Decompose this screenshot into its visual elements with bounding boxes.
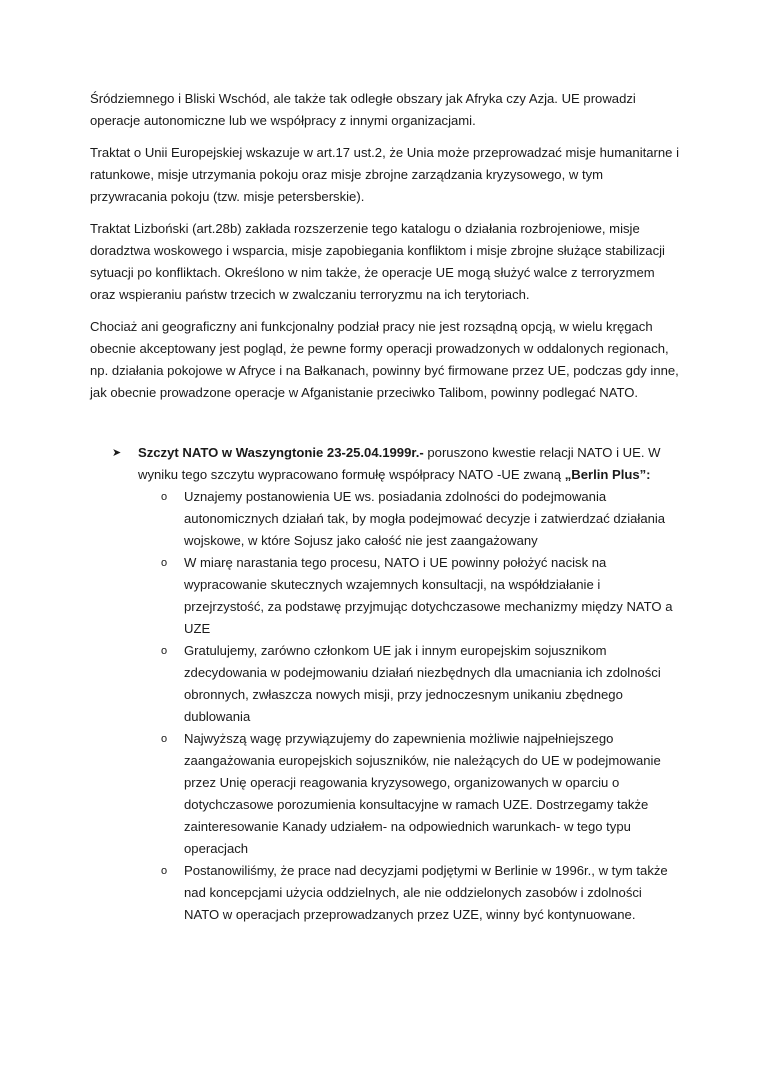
circle-bullet-icon: o <box>161 865 168 877</box>
paragraph: Traktat o Unii Europejskiej wskazuje w art.17 ust.2, że Unia może przeprowadzać misje humanitarne i ratunkowe, misje utrzymania pokoju oraz misje zbrojne zarządzania kryzysowego, w tym przywracania pokoju (tzw. misje petersberskie). <box>90 145 679 204</box>
list-item-text: Uznajemy postanowienia UE ws. posiadania zdolności do podejmowania autonomicznych działań tak, by mogła podejmować decyzje i zatwierdzać działania wojskowe, w które Sojusz jako całość nie jest zaangażowany <box>184 489 666 548</box>
paragraph: Traktat Lizboński (art.28b) zakłada rozszerzenie tego katalogu o działania rozbrojeniowe, misje doradztwa woskowego i wsparcia, misje zapobiegania konfliktom i misje zbrojne służące stabilizacji sytuacji po konfliktach. Określono w nim także, że operacje UE mogą służyć walce z terroryzmem oraz wspieraniu państw trzecich w zwalczaniu terroryzmu na ich terytoriach. <box>90 221 665 302</box>
circle-bullet-icon: o <box>161 645 168 657</box>
document-page <box>90 88 680 926</box>
list-item-text: Gratulujemy, zarówno członkom UE jak i innym europejskim sojusznikom zdecydowania w podejmowaniu działań niezbędnych dla umacniania ich zdolności obronnych, zwłaszcza nowych misji, przy jednoczesnym unikaniu zbędnego dublowania <box>184 643 661 724</box>
circle-bullet-icon: o <box>161 557 168 569</box>
main-bullet <box>90 442 680 486</box>
paragraph: Chociaż ani geograficzny ani funkcjonalny podział pracy nie jest rozsądną opcją, w wielu kręgach obecnie akceptowany jest pogląd, że pewne formy operacji prowadzonych w oddalonych regionach, np. działania pokojowe w Afryce i na Bałkanach, powinny być firmowane przez UE, podczas gdy inne, jak obecnie prowadzone operacje w Afganistanie przeciwko Talibom, powinny podlegać NATO. <box>90 319 679 400</box>
sub-list <box>90 486 680 926</box>
circle-bullet-icon: o <box>161 491 168 503</box>
list-item-text: W miarę narastania tego procesu, NATO i UE powinny położyć nacisk na wypracowanie skutecznych wzajemnych konsultacji, na współdziałanie i przejrzystość, za podstawę przyjmując dotychczasowe mechanizmy między NATO a UZE <box>184 555 673 636</box>
list-item <box>161 860 680 926</box>
list-item-text: Postanowiliśmy, że prace nad decyzjami podjętymi w Berlinie w 1996r., w tym także nad koncepcjami użycia oddzielnych, ale nie oddzielonych zasobów i zdolności NATO w operacjach przeprowadzanych przez UZE, winny być kontynuowane. <box>184 863 668 922</box>
summit-heading: Szczyt NATO w Waszyngtonie 23-25.04.1999r.- <box>138 445 424 460</box>
list-item <box>161 552 680 640</box>
list-item-text: Najwyższą wagę przywiązujemy do zapewnienia możliwie najpełniejszego zaangażowania europejskich sojuszników, nie należących do UE w podejmowanie przez Unię operacji reagowania kryzysowego, organizowanych w oparciu o dotychczasowe porozumienia konsultacyjne w ramach UZE. Dostrzegamy także zainteresowanie Kanady udziałem- na odpowiednich warunkach- w tego typu operacjach <box>184 731 661 856</box>
list-item <box>161 728 680 860</box>
list-item <box>161 486 680 552</box>
berlin-plus-term: „Berlin Plus”: <box>564 467 651 482</box>
paragraph: Śródziemnego i Bliski Wschód, ale także tak odległe obszary jak Afryka czy Azja. UE prowadzi operacje autonomiczne lub we współpracy z innymi organizacjami. <box>90 91 636 128</box>
circle-bullet-icon: o <box>161 733 168 745</box>
list-item <box>161 640 680 728</box>
summit-text: poruszono kwestie relacji NATO i UE. W wyniku tego szczytu wypracowano formułę współpracy NATO -UE zwaną <box>138 445 661 482</box>
bullet-section <box>90 442 680 926</box>
arrow-bullet-icon: ➤ <box>112 447 122 459</box>
